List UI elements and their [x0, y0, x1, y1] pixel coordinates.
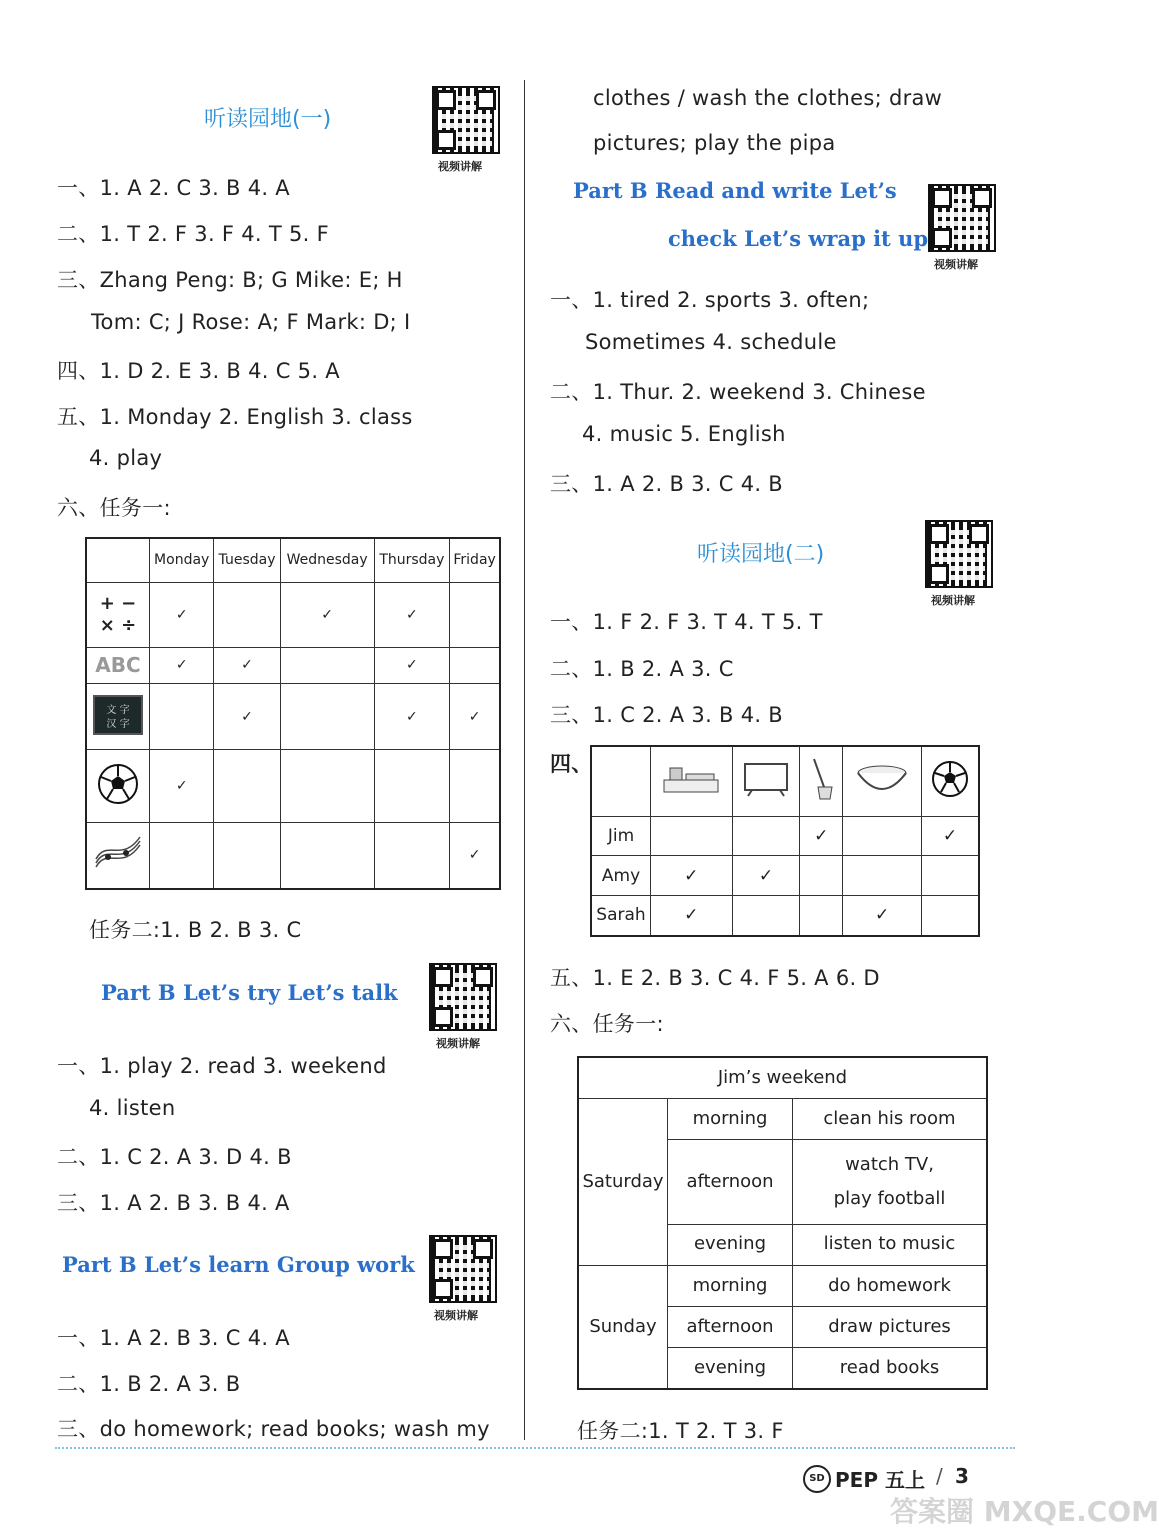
answer-line: 四、1. D 2. E 3. B 4. C 5. A — [57, 359, 340, 383]
day-header: Thursday — [374, 538, 450, 582]
check-cell — [450, 582, 500, 647]
computer-icon — [651, 746, 733, 816]
check-cell — [150, 684, 214, 750]
activity-line: play football — [833, 1187, 946, 1209]
check-cell: ✓ — [651, 895, 733, 936]
answer-line: 五、1. Monday 2. English 3. class — [57, 405, 413, 429]
activity-cell — [793, 1140, 988, 1224]
answer-line: 五、1. E 2. B 3. C 4. F 5. A 6. D — [550, 966, 880, 990]
answer-line: 四、 — [550, 752, 593, 776]
answer-line: 一、1. A 2. B 3. C 4. A — [57, 1326, 290, 1350]
check-cell: ✓ — [922, 816, 979, 856]
answer-line: 六、任务一: — [550, 1012, 664, 1036]
section-title-2: 听读园地(二) — [697, 542, 825, 567]
answer-line: 二、1. Thur. 2. weekend 3. Chinese — [550, 380, 926, 404]
check-cell: ✓ — [280, 582, 374, 647]
svg-text:文 字: 文 字 — [106, 704, 130, 716]
check-cell — [280, 647, 374, 684]
check-cell: ✓ — [150, 582, 214, 647]
check-cell — [150, 822, 214, 889]
watermark: 答案圈 MXQE.COM — [890, 1495, 1159, 1528]
time-cell: afternoon — [668, 1140, 793, 1224]
answer-line: pictures; play the pipa — [593, 131, 836, 155]
check-cell: ✓ — [732, 856, 800, 896]
activity-line: watch TV, — [845, 1154, 934, 1176]
check-cell — [800, 856, 843, 896]
check-cell: ✓ — [150, 750, 214, 822]
check-cell — [280, 822, 374, 889]
name-cell: Sarah — [591, 895, 651, 936]
answer-line: 一、1. play 2. read 3. weekend — [57, 1054, 387, 1078]
name-cell: Amy — [591, 856, 651, 896]
answer-line: 4. listen — [89, 1096, 176, 1120]
activity-cell: draw pictures — [793, 1306, 988, 1347]
check-cell: ✓ — [800, 816, 843, 856]
day-header: Tuesday — [214, 538, 280, 582]
check-cell: ✓ — [214, 647, 280, 684]
page-number: 3 — [955, 1464, 969, 1488]
answer-line: Sometimes 4. schedule — [585, 330, 837, 354]
check-cell — [214, 750, 280, 822]
day-cell: Sunday — [578, 1265, 668, 1389]
answer-line: 六、任务一: — [57, 496, 171, 520]
subject-schedule-table — [85, 537, 501, 890]
check-cell — [732, 895, 800, 936]
check-cell — [922, 856, 979, 896]
part-heading: check Let’s wrap it up — [668, 226, 929, 251]
svg-text:汉 字: 汉 字 — [106, 718, 130, 730]
answer-line: 二、1. C 2. A 3. D 4. B — [57, 1145, 292, 1169]
answer-line: 三、1. C 2. A 3. B 4. B — [550, 703, 784, 727]
day-header: Friday — [450, 538, 500, 582]
qr-label: 视频讲解 — [934, 258, 978, 271]
day-header: Wednesday — [280, 538, 374, 582]
qr-label: 视频讲解 — [434, 1309, 478, 1322]
qr-label: 视频讲解 — [438, 160, 482, 173]
check-cell: ✓ — [450, 822, 500, 889]
answer-line: 一、1. tired 2. sports 3. often; — [550, 288, 870, 312]
check-cell: ✓ — [214, 684, 280, 750]
time-cell: evening — [668, 1224, 793, 1265]
day-cell: Saturday — [578, 1099, 668, 1265]
check-cell — [214, 582, 280, 647]
qr-label: 视频讲解 — [931, 594, 975, 607]
answer-line: 任务二:1. B 2. B 3. C — [89, 918, 302, 942]
soccer-ball-icon — [86, 750, 150, 822]
publisher-badge: SD — [803, 1465, 831, 1493]
answer-line: 三、Zhang Peng: B; G Mike: E; H — [57, 268, 403, 292]
check-cell — [843, 856, 922, 896]
check-cell: ✓ — [450, 684, 500, 750]
activity-table — [590, 745, 980, 937]
check-cell — [651, 816, 733, 856]
check-cell — [280, 750, 374, 822]
time-cell: evening — [668, 1347, 793, 1389]
day-header: Monday — [150, 538, 214, 582]
broom-icon — [800, 746, 843, 816]
answer-line: 4. music 5. English — [582, 422, 786, 446]
check-cell — [374, 822, 450, 889]
check-cell — [732, 816, 800, 856]
part-heading: Part B Read and write Let’s — [573, 178, 897, 203]
check-cell — [280, 684, 374, 750]
answer-line: 三、1. A 2. B 3. B 4. A — [57, 1191, 290, 1215]
time-cell: morning — [668, 1099, 793, 1140]
check-cell — [374, 750, 450, 822]
check-cell: ✓ — [843, 895, 922, 936]
weekend-table — [577, 1056, 988, 1390]
check-cell — [800, 895, 843, 936]
footer-book: PEP 五上 — [835, 1468, 925, 1492]
answer-line: 4. play — [89, 446, 163, 470]
column-divider — [524, 80, 525, 1440]
time-cell: morning — [668, 1265, 793, 1306]
soccer-ball-icon — [922, 746, 979, 816]
tv-icon — [732, 746, 800, 816]
activity-cell: listen to music — [793, 1224, 988, 1265]
activity-cell: read books — [793, 1347, 988, 1389]
corner-cell — [591, 746, 651, 816]
answer-line: clothes / wash the clothes; draw — [593, 86, 943, 110]
check-cell: ✓ — [651, 856, 733, 896]
answer-line: 一、1. A 2. C 3. B 4. A — [57, 176, 290, 200]
english-abc-icon: ABC — [86, 647, 150, 684]
footer-divider — [55, 1447, 1015, 1449]
check-cell — [450, 750, 500, 822]
qr-label: 视频讲解 — [436, 1037, 480, 1050]
name-cell: Jim — [591, 816, 651, 856]
time-cell: afternoon — [668, 1306, 793, 1347]
corner-cell — [86, 538, 150, 582]
chinese-blackboard-icon — [86, 684, 150, 750]
check-cell — [843, 816, 922, 856]
answer-line: Tom: C; J Rose: A; F Mark: D; I — [91, 310, 411, 334]
activity-cell: clean his room — [793, 1099, 988, 1140]
section-title-1: 听读园地(一) — [204, 107, 332, 132]
music-staff-icon — [86, 822, 150, 889]
check-cell: ✓ — [150, 647, 214, 684]
check-cell: ✓ — [374, 582, 450, 647]
activity-cell: do homework — [793, 1265, 988, 1306]
check-cell — [214, 822, 280, 889]
check-cell — [450, 647, 500, 684]
answer-line: 二、1. B 2. A 3. B — [57, 1372, 241, 1396]
answer-line: 二、1. T 2. F 3. F 4. T 5. F — [57, 222, 329, 246]
answer-line: 二、1. B 2. A 3. C — [550, 657, 734, 681]
check-cell — [922, 895, 979, 936]
weekend-title: Jim’s weekend — [578, 1057, 987, 1099]
check-cell: ✓ — [374, 647, 450, 684]
bowl-icon — [843, 746, 922, 816]
answer-line: 任务二:1. T 2. T 3. F — [577, 1419, 784, 1443]
math-icon: + − × ÷ — [86, 582, 150, 647]
answer-line: 三、1. A 2. B 3. C 4. B — [550, 472, 784, 496]
answer-line: 三、do homework; read books; wash my — [57, 1417, 490, 1441]
footer-slash: / — [936, 1464, 943, 1488]
part-heading: Part B Let’s learn Group work — [62, 1252, 415, 1277]
check-cell: ✓ — [374, 684, 450, 750]
part-heading: Part B Let’s try Let’s talk — [101, 980, 398, 1005]
answer-line: 一、1. F 2. F 3. T 4. T 5. T — [550, 610, 823, 634]
